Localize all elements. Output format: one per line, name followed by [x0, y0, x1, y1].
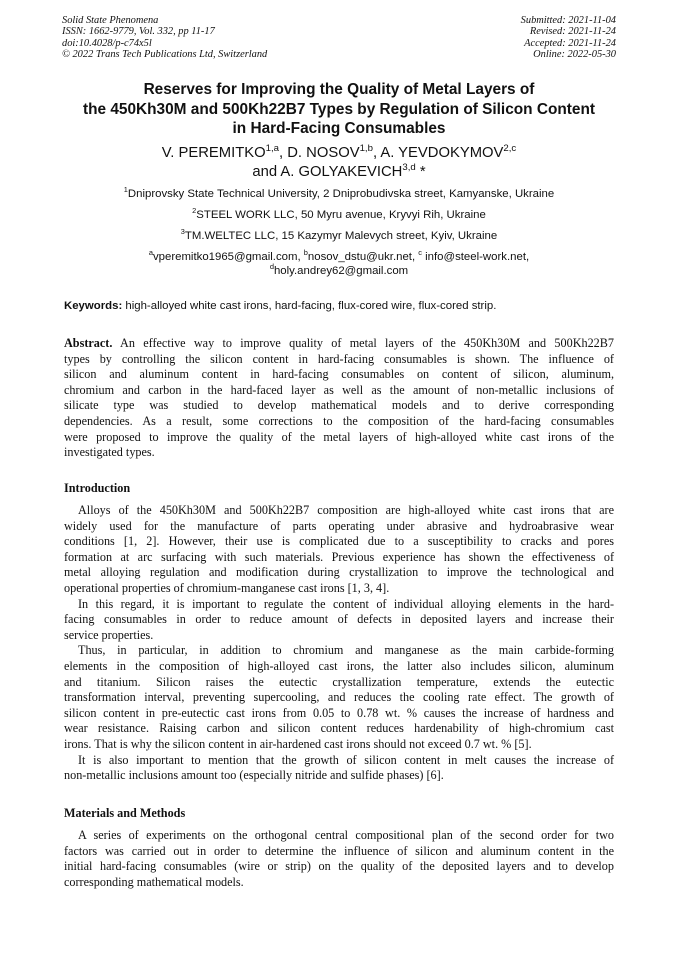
section-heading-materials-methods: Materials and Methods	[64, 806, 186, 820]
email-link[interactable]: holy.andrey62@gmail.com	[273, 265, 409, 277]
paragraph-line: elements in the composition of high-alloyed cast irons, the latter also includes silicon, aluminum	[64, 658, 614, 673]
email-link[interactable]: info@steel-work.net,	[421, 251, 530, 263]
affiliation-2	[40, 208, 638, 222]
date-accepted: Accepted: 2021-11-24	[524, 37, 616, 49]
paragraph-line: corresponding mathematical models.	[64, 874, 244, 889]
paragraph-line: irons. That is why the silicon content in air-hardened cast irons should not exceed 0.7 wt. % [5].	[64, 736, 532, 751]
abstract-line: silicate type was studied to develop mathematical models and to derive corresponding	[64, 398, 614, 413]
author-separator: ,	[278, 145, 288, 161]
paragraph-line: wear resistance. Raising carbon and silicon content reduces hardenability of high-chromium cast	[64, 721, 614, 736]
dates-header	[521, 15, 616, 61]
author-line	[40, 144, 638, 163]
paragraph-line: Thus, in particular, in addition to chromium and manganese as the main carbide-forming	[78, 643, 614, 658]
paragraph-line: initial hard-facing consumables (wire or strip) on the quality of the deposited layers and to develop	[64, 859, 614, 874]
paragraph-line: A series of experiments on the orthogonal central compositional plan of the second order for two	[78, 828, 614, 842]
paragraph-line: facing consumables in order to reduce amount of defects in deposited layers and increase their	[64, 612, 614, 627]
email-mark: b	[303, 248, 308, 258]
abstract-label: Abstract.	[64, 336, 113, 350]
journal-doi: doi:10.4028/p-c74x5l	[62, 37, 152, 49]
paragraph-line: In this regard, it is important to regulate the content of individual alloying elements in the hard-	[78, 596, 614, 611]
journal-copyright: © 2022 Trans Tech Publications Ltd, Switzerland	[62, 49, 268, 61]
keywords-text: high-alloyed white cast irons, hard-facing, flux-cored wire, flux-cored strip.	[122, 300, 497, 312]
corresponding-author-mark: *	[415, 164, 426, 180]
paragraph-line: and titanium. Silicon raises the eutectic crystallization temperature, extends the eutectic	[64, 674, 614, 689]
email-line	[40, 264, 638, 278]
paragraph-line: transformation interval, preventing supercooling, and reduces the cooling rate effect. The growth of	[64, 690, 614, 705]
title-line: the 450Kh30M and 500Kh22B7 Types by Regulation of Silicon Content	[83, 100, 595, 118]
author-name: A. YEVDOKYMOV	[380, 145, 504, 161]
email-mark: d	[269, 262, 274, 272]
title-line: in Hard-Facing Consumables	[232, 120, 446, 137]
abstract-line: investigated types.	[64, 445, 155, 460]
introduction-body	[64, 503, 614, 784]
affiliation-text: TM.WELTEC LLC, 15 Kazymyr Malevych street, Kyiv, Ukraine	[184, 230, 498, 242]
author-affiliation-mark: 3,d	[402, 162, 416, 174]
author-name: and A. GOLYAKEVICH	[252, 164, 403, 180]
author-list	[40, 144, 638, 182]
paragraph-line: It is also important to mention that the growth of silicon content in melt causes the increase of	[78, 752, 614, 767]
paragraph-line: conditions [1, 2]. However, their use is complicated due to a susceptibility to cracks and pores	[64, 534, 614, 549]
keywords	[64, 299, 624, 313]
affiliation-mark: 2	[192, 206, 197, 216]
email-line	[40, 250, 638, 264]
abstract-line: types by controlling the silicon content in hard-facing consumables is shown. The influence of	[64, 351, 614, 366]
abstract-line: chromium and carbon in the hard-faced layer as well as the amount of non-metallic inclusions of	[64, 382, 614, 397]
paragraph-line: Alloys of the 450Kh30M and 500Kh22B7 composition are high-alloyed white cast irons that are	[78, 503, 614, 517]
date-online: Online: 2022-05-30	[533, 49, 616, 61]
affiliation-text: STEEL WORK LLC, 50 Myru avenue, Kryvyi Rih, Ukraine	[196, 209, 486, 221]
paragraph-line: non-metallic inclusions amount too (especially nitride and sulfide phases) [6].	[64, 768, 444, 783]
journal-issn: ISSN: 1662-9779, Vol. 332, pp 11-17	[62, 26, 215, 38]
journal-header	[62, 15, 267, 61]
paragraph-line: metal alloying regulation and modification during crystallization to improve the technological and	[64, 565, 614, 580]
date-submitted: Submitted: 2021-11-04	[520, 15, 616, 26]
paragraph-line: formation at arc surfacing with such materials. Previous experience has shown the effectiveness of	[64, 549, 614, 564]
abstract	[64, 336, 614, 461]
affiliation-text: Dniprovsky State Technical University, 2 Dniprobudivska street, Kamyanske, Ukraine	[127, 188, 555, 200]
affiliation-mark: 3	[180, 227, 185, 237]
author-separator: ,	[372, 145, 381, 161]
email-link[interactable]: vperemitko1965@gmail.com,	[152, 251, 304, 263]
author-affiliation-mark: 1,b	[359, 143, 373, 155]
paragraph-line: operational properties of chromium-manganese cast irons [1, 3, 4].	[64, 580, 390, 595]
paper-title	[40, 80, 638, 139]
author-name: V. PEREMITKO	[161, 145, 266, 161]
abstract-line: were proposed to improve the quality of the metal layers of high-alloyed white cast irons of the	[64, 429, 614, 444]
paragraph-line: service properties.	[64, 627, 154, 642]
abstract-line	[64, 336, 614, 352]
author-name: D. NOSOV	[287, 145, 360, 161]
keywords-label: Keywords:	[64, 300, 123, 312]
email-mark: a	[148, 248, 153, 258]
paragraph-line: silicon content in pre-eutectic cast irons from 0.05 to 0.78 wt. % causes the increase of hardness and	[64, 705, 614, 720]
abstract-text: An effective way to improve quality of metal layers of the 450Kh30M and 500Kh22B7	[112, 336, 614, 350]
abstract-line: silicon and aluminum content in hard-facing consumables on content of silicon, aluminum,	[64, 367, 614, 382]
paragraph-line: widely used for the manufacture of parts operating under abrasive and hydroabrasive wear	[64, 518, 614, 533]
section-heading-introduction: Introduction	[64, 481, 131, 495]
author-affiliation-mark: 2,c	[503, 143, 517, 155]
affiliation-3	[40, 229, 638, 243]
author-line	[40, 163, 638, 182]
email-link[interactable]: nosov_dstu@ukr.net,	[307, 251, 419, 263]
journal-name: Solid State Phenomena	[62, 15, 159, 26]
paragraph-line: factors was carried out in order to determine the influence of silicon and aluminum content in the	[64, 843, 614, 858]
email-mark: c	[418, 248, 422, 258]
title-line: Reserves for Improving the Quality of Metal Layers of	[143, 81, 535, 98]
author-emails	[40, 250, 638, 278]
affiliation-1	[40, 187, 638, 201]
affiliation-mark: 1	[123, 185, 128, 195]
abstract-line: dependencies. As a result, some corrections to the composition of the hard-facing consumables	[64, 413, 614, 428]
author-affiliation-mark: 1,a	[265, 143, 279, 155]
methods-body	[64, 828, 614, 890]
date-revised: Revised: 2021-11-24	[529, 26, 616, 38]
